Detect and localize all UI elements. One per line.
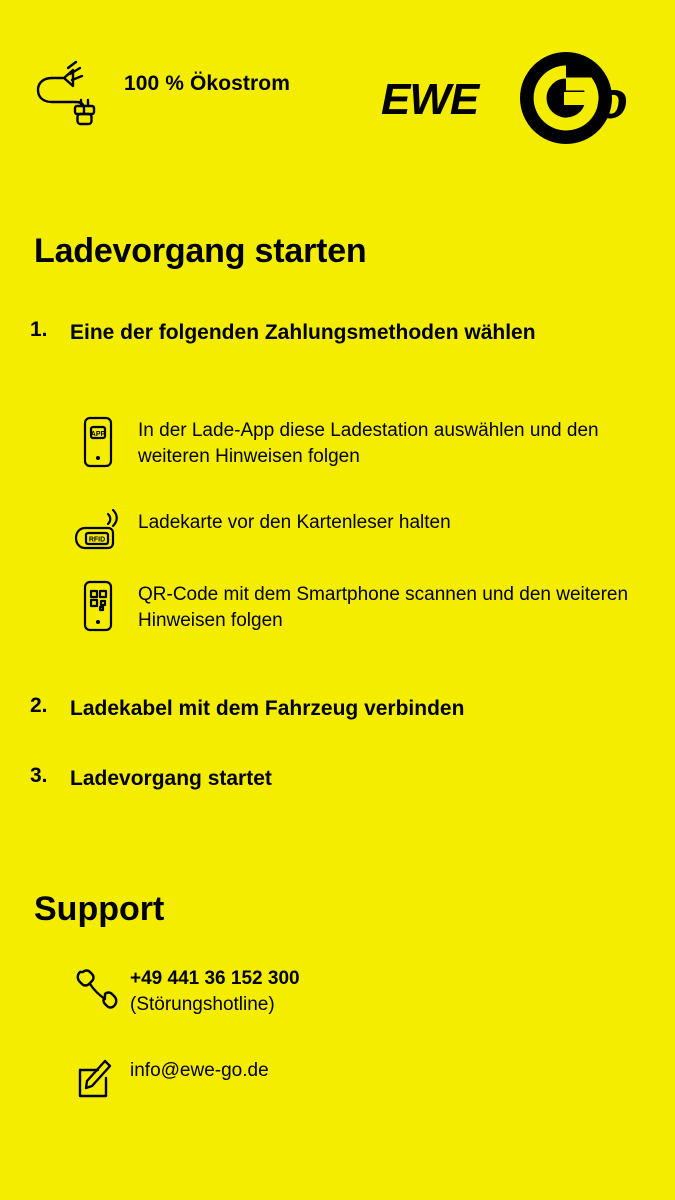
telephone-handset-icon bbox=[72, 964, 118, 1012]
step-number: 3. bbox=[30, 764, 48, 787]
support-email-row bbox=[72, 1056, 269, 1104]
step-label: Eine der folgenden Zahlungsmethoden wählen bbox=[70, 321, 536, 344]
step-label: Ladevorgang startet bbox=[70, 767, 272, 790]
support-phone-number: +49 441 36 152 300 bbox=[130, 968, 300, 989]
payment-method-rfid bbox=[70, 506, 660, 562]
rfid-card-icon bbox=[70, 506, 126, 562]
step-number: 1. bbox=[30, 318, 48, 341]
support-email-text: info@ewe-go.de bbox=[130, 1060, 269, 1081]
support-phone-note: (Störungshotline) bbox=[130, 993, 275, 1015]
eco-label: 100 % Ökostrom bbox=[124, 72, 290, 95]
svg-text:EWE: EWE bbox=[381, 75, 479, 124]
support-phone-row bbox=[72, 964, 300, 1017]
step-label: Ladekabel mit dem Fahrzeug verbinden bbox=[70, 697, 465, 720]
app-phone-icon bbox=[70, 414, 126, 470]
payment-method-label: Ladekarte vor den Kartenleser halten bbox=[138, 512, 451, 533]
charging-cable-plug-icon bbox=[32, 56, 112, 126]
header bbox=[0, 48, 675, 158]
qr-code-phone-icon bbox=[70, 578, 126, 634]
step-number: 2. bbox=[30, 694, 48, 717]
payment-method-qr bbox=[70, 578, 660, 634]
ewe-go-logo bbox=[381, 48, 641, 148]
svg-text:APP: APP bbox=[90, 431, 106, 438]
svg-text:o: o bbox=[596, 72, 628, 130]
support-title: Support bbox=[34, 890, 165, 928]
svg-text:RFID: RFID bbox=[88, 536, 106, 544]
payment-method-app bbox=[70, 414, 660, 470]
support-phone-text bbox=[130, 964, 300, 1017]
payment-method-label: In der Lade-App diese Ladestation auswählen und den weiteren Hinweisen folgen bbox=[138, 420, 599, 467]
payment-method-label: QR-Code mit dem Smartphone scannen und den weiteren Hinweisen folgen bbox=[138, 584, 629, 631]
page-title: Ladevorgang starten bbox=[34, 232, 367, 270]
write-note-icon bbox=[72, 1056, 118, 1104]
